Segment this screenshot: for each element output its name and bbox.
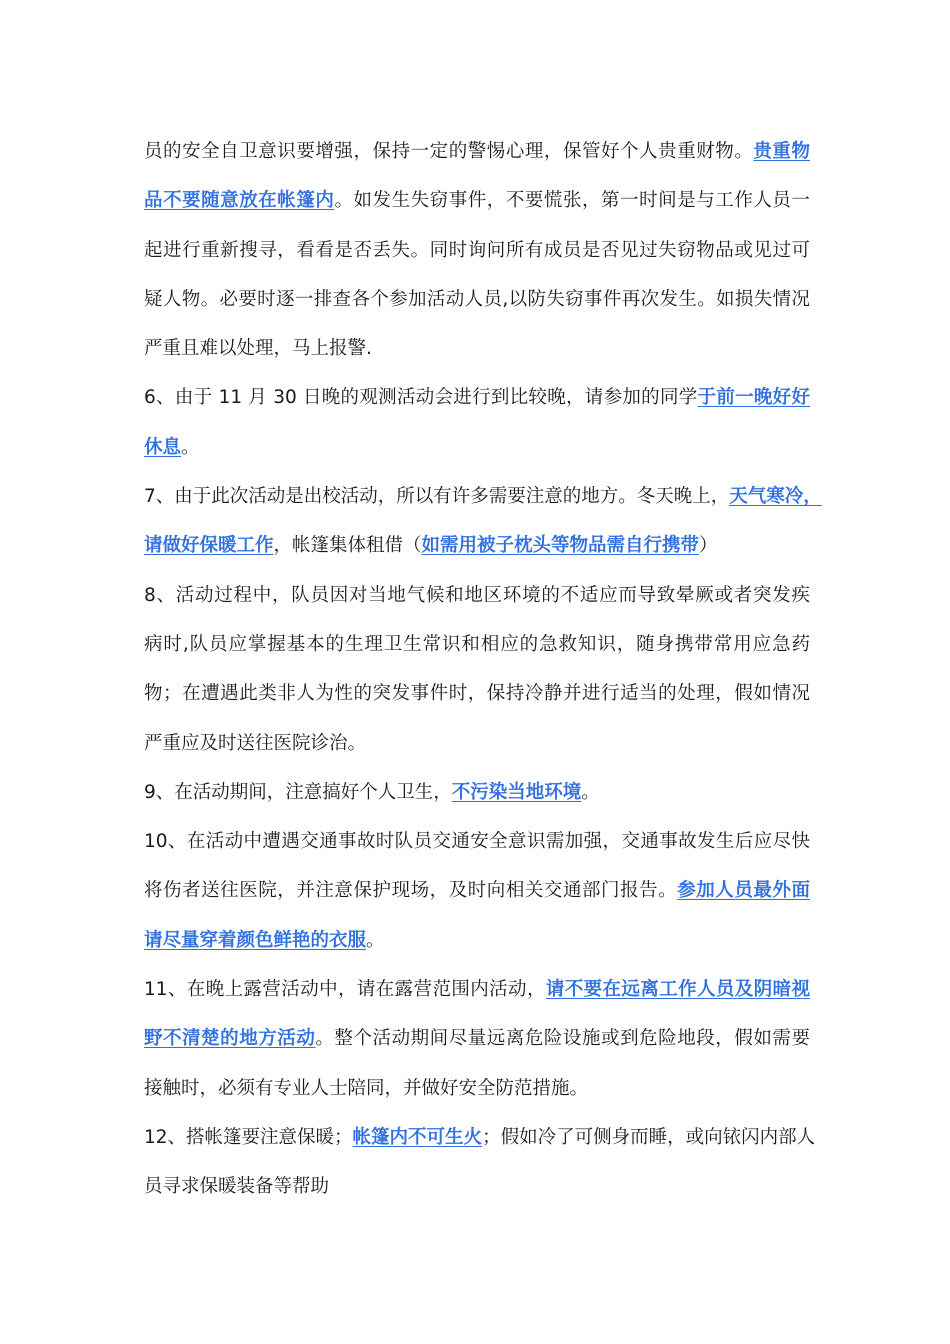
body-text: 员的安全自卫意识要增强，保持一定的警惕心理，保管好个人贵重财物。 bbox=[144, 141, 754, 162]
text-line bbox=[144, 719, 810, 768]
text-line bbox=[144, 1014, 810, 1063]
highlighted-text: 帐篷内不可生火 bbox=[352, 1126, 483, 1148]
text-line bbox=[144, 1162, 810, 1211]
paragraph bbox=[144, 817, 810, 965]
body-text: 疑人物。必要时逐一排查各个参加活动人员,以防失窃事件再次发生。如损失情况 bbox=[144, 288, 810, 310]
paragraph bbox=[144, 571, 810, 768]
body-text: 。整个活动期间尽量远离危险设施或到危险地段，假如需要 bbox=[315, 1028, 810, 1050]
paragraph bbox=[144, 373, 810, 472]
text-line bbox=[144, 423, 810, 472]
text-line bbox=[144, 521, 810, 570]
text-line bbox=[144, 817, 810, 866]
highlighted-text: 如需用被子枕头等物品需自行携带 bbox=[421, 535, 700, 557]
body-text: 。 bbox=[181, 436, 200, 458]
highlighted-text: 请尽量穿着颜色鲜艳的衣服 bbox=[144, 929, 367, 951]
text-line bbox=[144, 176, 810, 225]
text-line bbox=[144, 472, 822, 521]
body-text: 起进行重新搜寻，看看是否丢失。同时询问所有成员是否见过失窃物品或见过可 bbox=[144, 239, 810, 261]
highlighted-text: 请不要在远离工作人员及阴暗视 bbox=[545, 979, 810, 1001]
text-line bbox=[144, 1064, 810, 1113]
text-line bbox=[144, 916, 810, 965]
body-text: 。如发生失窃事件，不要慌张，第一时间是与工作人员一 bbox=[334, 190, 810, 212]
highlighted-text: 天气寒冷， bbox=[729, 486, 822, 508]
body-text: 将伤者送往医院，并注意保护现场，及时向相关交通部门报告。 bbox=[144, 880, 678, 902]
highlighted-text: 不污染当地环境 bbox=[451, 781, 582, 803]
paragraph bbox=[144, 1113, 816, 1212]
body-text: ；假如冷了可侧身而睡，或向铱闪内部人 bbox=[482, 1126, 816, 1148]
body-text: 8、活动过程中，队员因对当地气候和地区环境的不适应而导致晕厥或者突发疾 bbox=[144, 584, 810, 606]
body-text: 6、由于 11 月 30 日晚的观测活动会进行到比较晚，请参加的同学 bbox=[144, 387, 698, 409]
body-text: ，帐篷集体租借（ bbox=[273, 535, 422, 557]
text-line bbox=[144, 1113, 816, 1162]
body-text: 严重应及时送往医院诊治。 bbox=[144, 732, 367, 754]
paragraph bbox=[144, 127, 810, 373]
text-line bbox=[144, 866, 810, 915]
paragraph bbox=[144, 965, 810, 1113]
body-text: ） bbox=[699, 535, 718, 557]
body-text: 7、由于此次活动是出校活动，所以有许多需要注意的地方。冬天晚上， bbox=[144, 486, 730, 508]
text-line bbox=[144, 275, 810, 324]
text-line bbox=[144, 226, 810, 275]
document-body bbox=[144, 127, 822, 1212]
text-line bbox=[144, 373, 810, 422]
body-text: 10、在活动中遭遇交通事故时队员交通安全意识需加强，交通事故发生后应尽快 bbox=[144, 831, 810, 853]
text-line bbox=[144, 571, 810, 620]
text-line bbox=[144, 324, 810, 373]
body-text: 9、在活动期间，注意搞好个人卫生， bbox=[144, 781, 452, 803]
text-line bbox=[144, 768, 810, 817]
body-text: 物；在遭遇此类非人为性的突发事件时，保持冷静并进行适当的处理，假如情况 bbox=[144, 683, 810, 705]
highlighted-text: 品不要随意放在帐篷内 bbox=[144, 190, 335, 212]
body-text: 病时,队员应掌握基本的生理卫生常识和相应的急救知识，随身携带常用应急药 bbox=[144, 633, 810, 655]
body-text: 员寻求保暖装备等帮助 bbox=[144, 1176, 330, 1198]
body-text: 11、在晚上露营活动中，请在露营范围内活动， bbox=[144, 979, 546, 1001]
text-line bbox=[144, 669, 810, 718]
body-text: 。 bbox=[366, 929, 385, 951]
text-line bbox=[144, 620, 810, 669]
text-line bbox=[144, 127, 810, 176]
highlighted-text: 休息 bbox=[144, 436, 182, 458]
paragraph bbox=[144, 472, 822, 571]
highlighted-text: 于前一晚好好 bbox=[697, 387, 810, 409]
highlighted-text: 请做好保暖工作 bbox=[144, 535, 274, 557]
paragraph bbox=[144, 768, 810, 817]
body-text: 。 bbox=[581, 781, 600, 803]
highlighted-text: 野不清楚的地方活动 bbox=[144, 1028, 316, 1050]
body-text: 接触时，必须有专业人士陪同，并做好安全防范措施。 bbox=[144, 1077, 589, 1099]
body-text: 12、搭帐篷要注意保暖； bbox=[144, 1126, 353, 1148]
text-line bbox=[144, 965, 810, 1014]
body-text: 严重且难以处理，马上报警. bbox=[144, 338, 372, 360]
highlighted-text: 参加人员最外面 bbox=[677, 880, 810, 902]
highlighted-text: 贵重物 bbox=[753, 141, 810, 162]
